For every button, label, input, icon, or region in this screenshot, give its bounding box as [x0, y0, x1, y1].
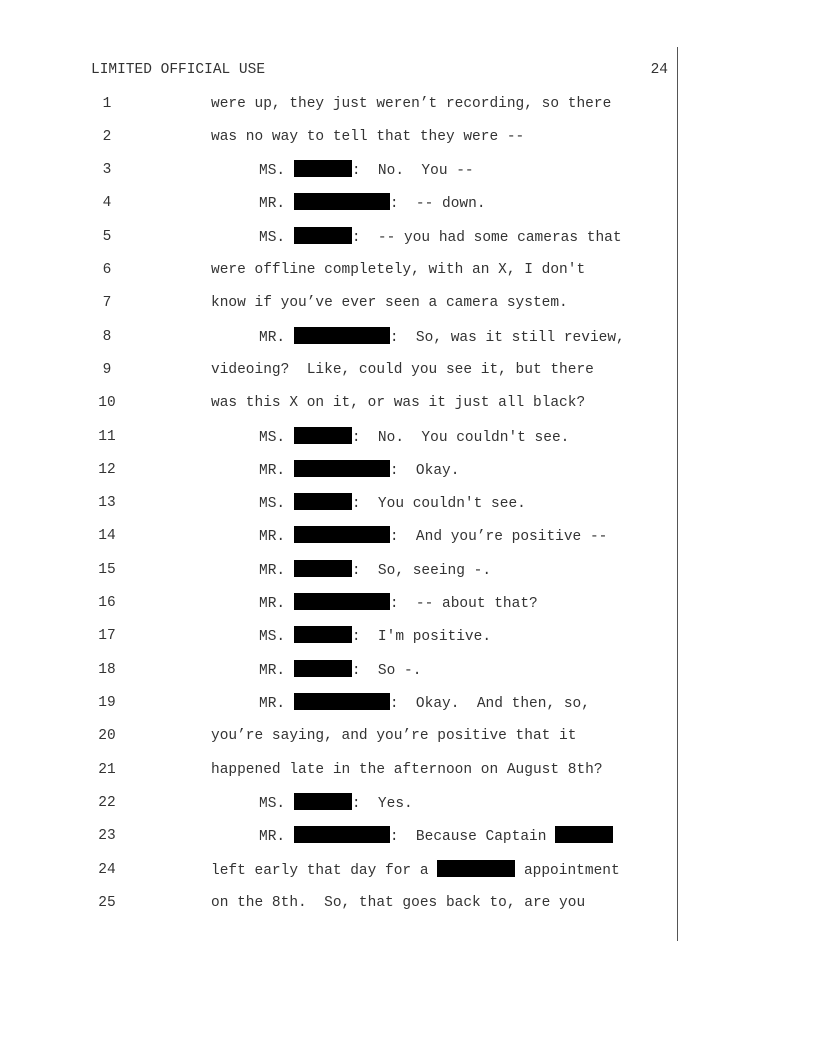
redaction-box [294, 327, 390, 344]
speaker-prefix: MS. [259, 629, 286, 645]
speaker-line [259, 560, 491, 581]
line-number: 8 [102, 329, 112, 345]
line-number: 25 [98, 895, 116, 911]
line-number: 10 [98, 395, 116, 411]
redaction-box [294, 227, 352, 244]
transcript-line [0, 127, 700, 147]
line-number: 1 [102, 96, 112, 112]
line-text: on the 8th. So, that goes back to, are you [211, 895, 586, 911]
line-number: 11 [98, 429, 116, 445]
speaker-colon: : [389, 330, 399, 346]
speaker-prefix: MR. [259, 663, 286, 679]
redaction-box [294, 626, 352, 643]
speaker-colon: : [351, 663, 361, 679]
speaker-line [259, 327, 625, 348]
speaker-prefix: MR. [259, 696, 286, 712]
line-text: So, seeing -. [377, 563, 492, 579]
line-number: 17 [98, 628, 116, 644]
redaction-box [294, 160, 352, 177]
speaker-prefix: MR. [259, 596, 286, 612]
redaction-box [294, 193, 390, 210]
line-text: was this X on it, or was it just all black? [211, 395, 586, 411]
line-number: 7 [102, 295, 112, 311]
transcript-line [0, 393, 700, 413]
transcript-line [0, 94, 700, 114]
line-number: 3 [102, 162, 112, 178]
line-text: Because Captain [415, 829, 547, 845]
speaker-line [259, 193, 486, 214]
transcript-line [0, 660, 700, 680]
line-text: Yes. [377, 796, 413, 812]
speaker-colon: : [351, 629, 361, 645]
line-text: Okay. [415, 463, 460, 479]
speaker-line [259, 693, 590, 714]
line-number: 13 [98, 495, 116, 511]
line-number: 22 [98, 795, 116, 811]
transcript-line [0, 893, 700, 913]
redaction-box [294, 560, 352, 577]
speaker-prefix: MS. [259, 230, 286, 246]
transcript-line [0, 227, 700, 247]
line-number: 21 [98, 762, 116, 778]
line-number: 6 [102, 262, 112, 278]
speaker-line [259, 660, 421, 681]
line-number: 15 [98, 562, 116, 578]
speaker-prefix: MR. [259, 563, 286, 579]
transcript-line [0, 593, 700, 613]
line-number: 18 [98, 662, 116, 678]
line-text: You couldn't see. [377, 496, 526, 512]
speaker-line [259, 427, 569, 448]
redaction-box [555, 826, 613, 843]
line-text: No. You couldn't see. [377, 430, 570, 446]
transcript-line [0, 560, 700, 580]
redaction-box [437, 860, 515, 877]
redaction-box [294, 793, 352, 810]
redaction-box [294, 693, 390, 710]
redaction-box [294, 460, 390, 477]
speaker-colon: : [389, 196, 399, 212]
transcript-line [0, 427, 700, 447]
page-number: 24 [650, 62, 668, 78]
speaker-prefix: MR. [259, 330, 286, 346]
line-text: happened late in the afternoon on August 8th? [211, 762, 603, 778]
speaker-prefix: MS. [259, 163, 286, 179]
transcript-line [0, 826, 700, 846]
transcript-line [0, 460, 700, 480]
line-number: 20 [98, 728, 116, 744]
line-number: 9 [102, 362, 112, 378]
transcript-line [0, 726, 700, 746]
line-number: 14 [98, 528, 116, 544]
line-number: 4 [102, 195, 112, 211]
transcript-line [0, 193, 700, 213]
speaker-colon: : [351, 563, 361, 579]
speaker-line [259, 826, 613, 847]
speaker-colon: : [389, 463, 399, 479]
speaker-colon: : [351, 163, 361, 179]
line-text: appointment [523, 863, 620, 879]
transcript-line [0, 760, 700, 780]
line-text: were up, they just weren’t recording, so there [211, 96, 612, 112]
speaker-colon: : [351, 796, 361, 812]
line-text: you’re saying, and you’re positive that it [211, 728, 577, 744]
speaker-colon: : [351, 430, 361, 446]
transcript-line [0, 360, 700, 380]
redaction-box [294, 826, 390, 843]
transcript-line [0, 693, 700, 713]
transcript-line [0, 793, 700, 813]
speaker-prefix: MS. [259, 796, 286, 812]
line-text: I'm positive. [377, 629, 492, 645]
speaker-line [259, 626, 491, 647]
speaker-line [259, 227, 622, 248]
line-text: So -. [377, 663, 422, 679]
speaker-colon: : [389, 596, 399, 612]
line-text: know if you’ve ever seen a camera system. [211, 295, 568, 311]
line-text: -- you had some cameras that [377, 230, 622, 246]
transcript-line [0, 526, 700, 546]
redaction-box [294, 493, 352, 510]
speaker-colon: : [389, 696, 399, 712]
transcript-line [0, 260, 700, 280]
speaker-line [259, 593, 538, 614]
transcript-line [0, 160, 700, 180]
transcript-line [0, 860, 700, 880]
line-text-with-redaction [211, 860, 620, 881]
line-number: 23 [98, 828, 116, 844]
line-text: was no way to tell that they were -- [211, 129, 525, 145]
speaker-colon: : [351, 230, 361, 246]
line-text: -- down. [415, 196, 486, 212]
speaker-colon: : [351, 496, 361, 512]
redaction-box [294, 427, 352, 444]
transcript-line [0, 626, 700, 646]
speaker-prefix: MR. [259, 463, 286, 479]
speaker-prefix: MR. [259, 829, 286, 845]
line-number: 5 [102, 229, 112, 245]
speaker-line [259, 793, 413, 814]
line-text: -- about that? [415, 596, 538, 612]
speaker-line [259, 526, 607, 547]
line-number: 2 [102, 129, 112, 145]
speaker-colon: : [389, 829, 399, 845]
line-text: left early that day for a [211, 863, 429, 879]
line-text: And you’re positive -- [415, 529, 608, 545]
line-text: So, was it still review, [415, 330, 625, 346]
speaker-line [259, 460, 459, 481]
transcript-line [0, 327, 700, 347]
line-text: were offline completely, with an X, I don't [211, 262, 586, 278]
line-number: 19 [98, 695, 116, 711]
speaker-prefix: MR. [259, 196, 286, 212]
line-number: 24 [98, 862, 116, 878]
speaker-prefix: MR. [259, 529, 286, 545]
line-number: 12 [98, 462, 116, 478]
transcript-line [0, 493, 700, 513]
speaker-line [259, 493, 526, 514]
transcript-line [0, 293, 700, 313]
redaction-box [294, 593, 390, 610]
line-text: No. You -- [377, 163, 474, 179]
redaction-box [294, 526, 390, 543]
line-text: Okay. And then, so, [415, 696, 590, 712]
speaker-line [259, 160, 474, 181]
classification-header: LIMITED OFFICIAL USE [91, 62, 266, 78]
line-number: 16 [98, 595, 116, 611]
speaker-prefix: MS. [259, 430, 286, 446]
speaker-prefix: MS. [259, 496, 286, 512]
speaker-colon: : [389, 529, 399, 545]
redaction-box [294, 660, 352, 677]
line-text: videoing? Like, could you see it, but there [211, 362, 594, 378]
